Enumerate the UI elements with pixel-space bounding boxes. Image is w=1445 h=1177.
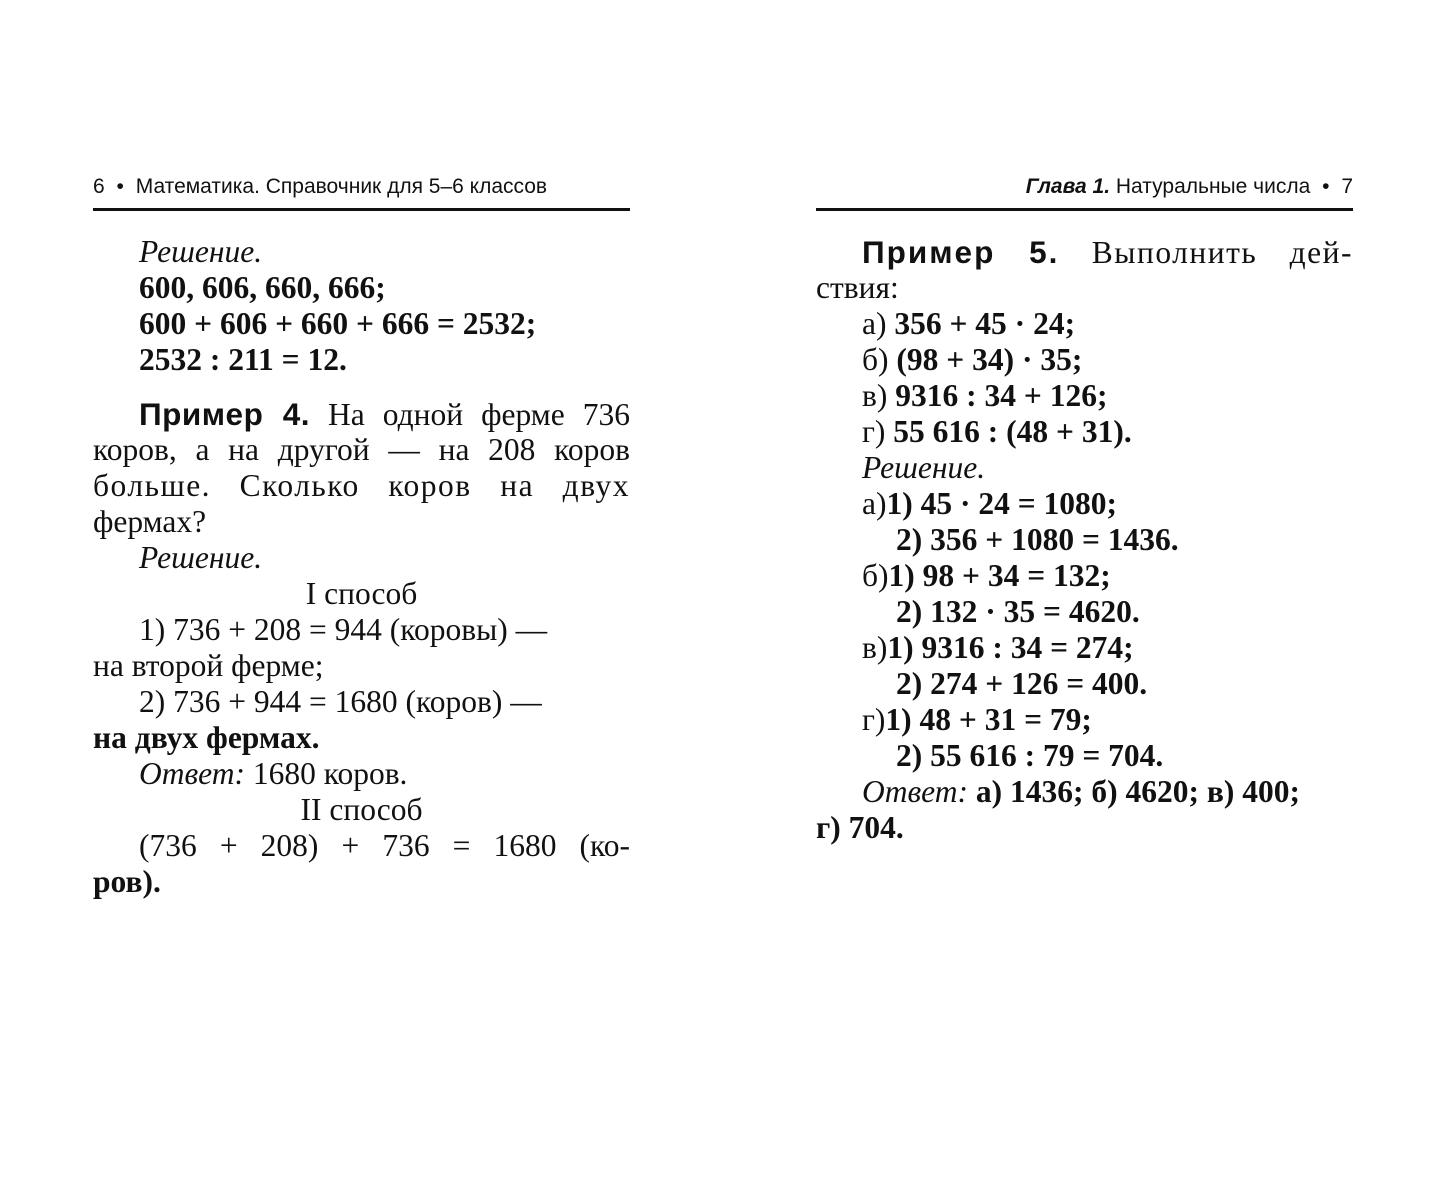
solution-step: 2) 356 + 1080 = 1436.	[896, 522, 1179, 557]
task-expression: (98 + 34) · 35;	[896, 342, 1083, 377]
page-number: 6	[93, 175, 105, 198]
chapter-title: Натуральные числа	[1115, 175, 1311, 198]
right-running-head	[816, 174, 1353, 200]
solution-label: Решение.	[139, 540, 263, 575]
solution-step: 2) 55 616 : 79 = 704.	[896, 738, 1164, 773]
example-4-text-line: коров, а на другой — на 208 коров	[93, 432, 630, 467]
task-expression: 55 616 : (48 + 31).	[893, 414, 1132, 449]
task-letter: в)	[862, 378, 888, 413]
example-5-text-line: ствия:	[816, 270, 899, 305]
header-bullet: •	[1322, 175, 1330, 198]
answer-label: Ответ:	[862, 774, 968, 809]
solution-expression: 1) 9316 : 34 = 274;	[887, 630, 1134, 665]
solution-expression: 1) 45 · 24 = 1080;	[886, 486, 1118, 521]
solution-step	[816, 486, 1353, 522]
example-5-text: Выполнить дей-	[1091, 235, 1353, 270]
answer-value: 1680 коров.	[252, 756, 408, 791]
answer-label: Ответ:	[139, 756, 245, 791]
solution-step: 1) 736 + 208 = 944 (коровы) —	[139, 612, 548, 647]
paragraph-gap	[93, 378, 630, 396]
task-expression: 9316 : 34 + 126;	[895, 378, 1108, 413]
solution-expression: 1) 48 + 31 = 79;	[885, 702, 1092, 737]
book-title: Математика. Справочник для 5–6 классов	[135, 175, 548, 198]
example-5-heading-line	[816, 234, 1353, 270]
task-item	[816, 306, 1353, 342]
task-expression: 356 + 45 · 24;	[894, 306, 1076, 341]
solution-label: Решение.	[862, 450, 986, 485]
left-page-body	[93, 234, 630, 900]
solution-letter: а)	[862, 486, 887, 521]
right-page-body	[816, 234, 1353, 846]
calc-line: 600, 606, 660, 666;	[139, 270, 386, 305]
calc-line: 600 + 606 + 660 + 666 = 2532;	[139, 306, 537, 341]
solution-step: 2) 132 · 35 = 4620.	[896, 594, 1140, 629]
solution-step: на второй ферме;	[93, 648, 324, 683]
solution-step: 2) 736 + 944 = 1680 (коров) —	[139, 684, 542, 719]
answer-line	[816, 774, 1353, 810]
answer-value: а) 1436; б) 4620; в) 400;	[975, 774, 1300, 809]
solution-step: на двух фермах.	[93, 720, 320, 755]
method-heading: I способ	[305, 576, 418, 611]
example-4-text-line: больше. Сколько коров на двух	[93, 468, 630, 503]
solution-letter: г)	[862, 702, 886, 737]
solution-label: Решение.	[139, 234, 263, 269]
solution-letter: в)	[862, 630, 888, 665]
example-5-label: Пример 5.	[862, 234, 1060, 270]
solution-expression: 1) 98 + 34 = 132;	[888, 558, 1111, 593]
calc-line: 2532 : 211 = 12.	[139, 342, 347, 377]
page-number: 7	[1341, 175, 1353, 198]
solution-letter: б)	[862, 558, 889, 593]
header-rule	[93, 208, 630, 211]
task-letter: б)	[862, 342, 889, 377]
solution-step	[816, 630, 1353, 666]
task-item	[816, 378, 1353, 414]
task-letter: г)	[862, 414, 886, 449]
solution-step: (736 + 208) + 736 = 1680 (ко-	[139, 828, 630, 863]
chapter-label: Глава 1.	[1025, 175, 1111, 198]
answer-line: г) 704.	[816, 810, 904, 845]
header-bullet: •	[116, 175, 124, 198]
task-item	[816, 414, 1353, 450]
example-4-label: Пример 4.	[139, 396, 310, 432]
task-item	[816, 342, 1353, 378]
solution-step: ров).	[93, 864, 161, 899]
solution-step	[816, 558, 1353, 594]
header-rule	[816, 208, 1353, 211]
example-4-text: На одной ферме 736	[328, 397, 630, 432]
left-running-head	[93, 174, 630, 200]
solution-step	[816, 702, 1353, 738]
solution-step: 2) 274 + 126 = 400.	[896, 666, 1148, 701]
example-4-heading-line	[93, 396, 630, 432]
answer-line	[93, 756, 630, 792]
task-letter: а)	[862, 306, 887, 341]
method-heading: II способ	[300, 792, 423, 827]
example-4-text-line: фермах?	[93, 504, 207, 539]
